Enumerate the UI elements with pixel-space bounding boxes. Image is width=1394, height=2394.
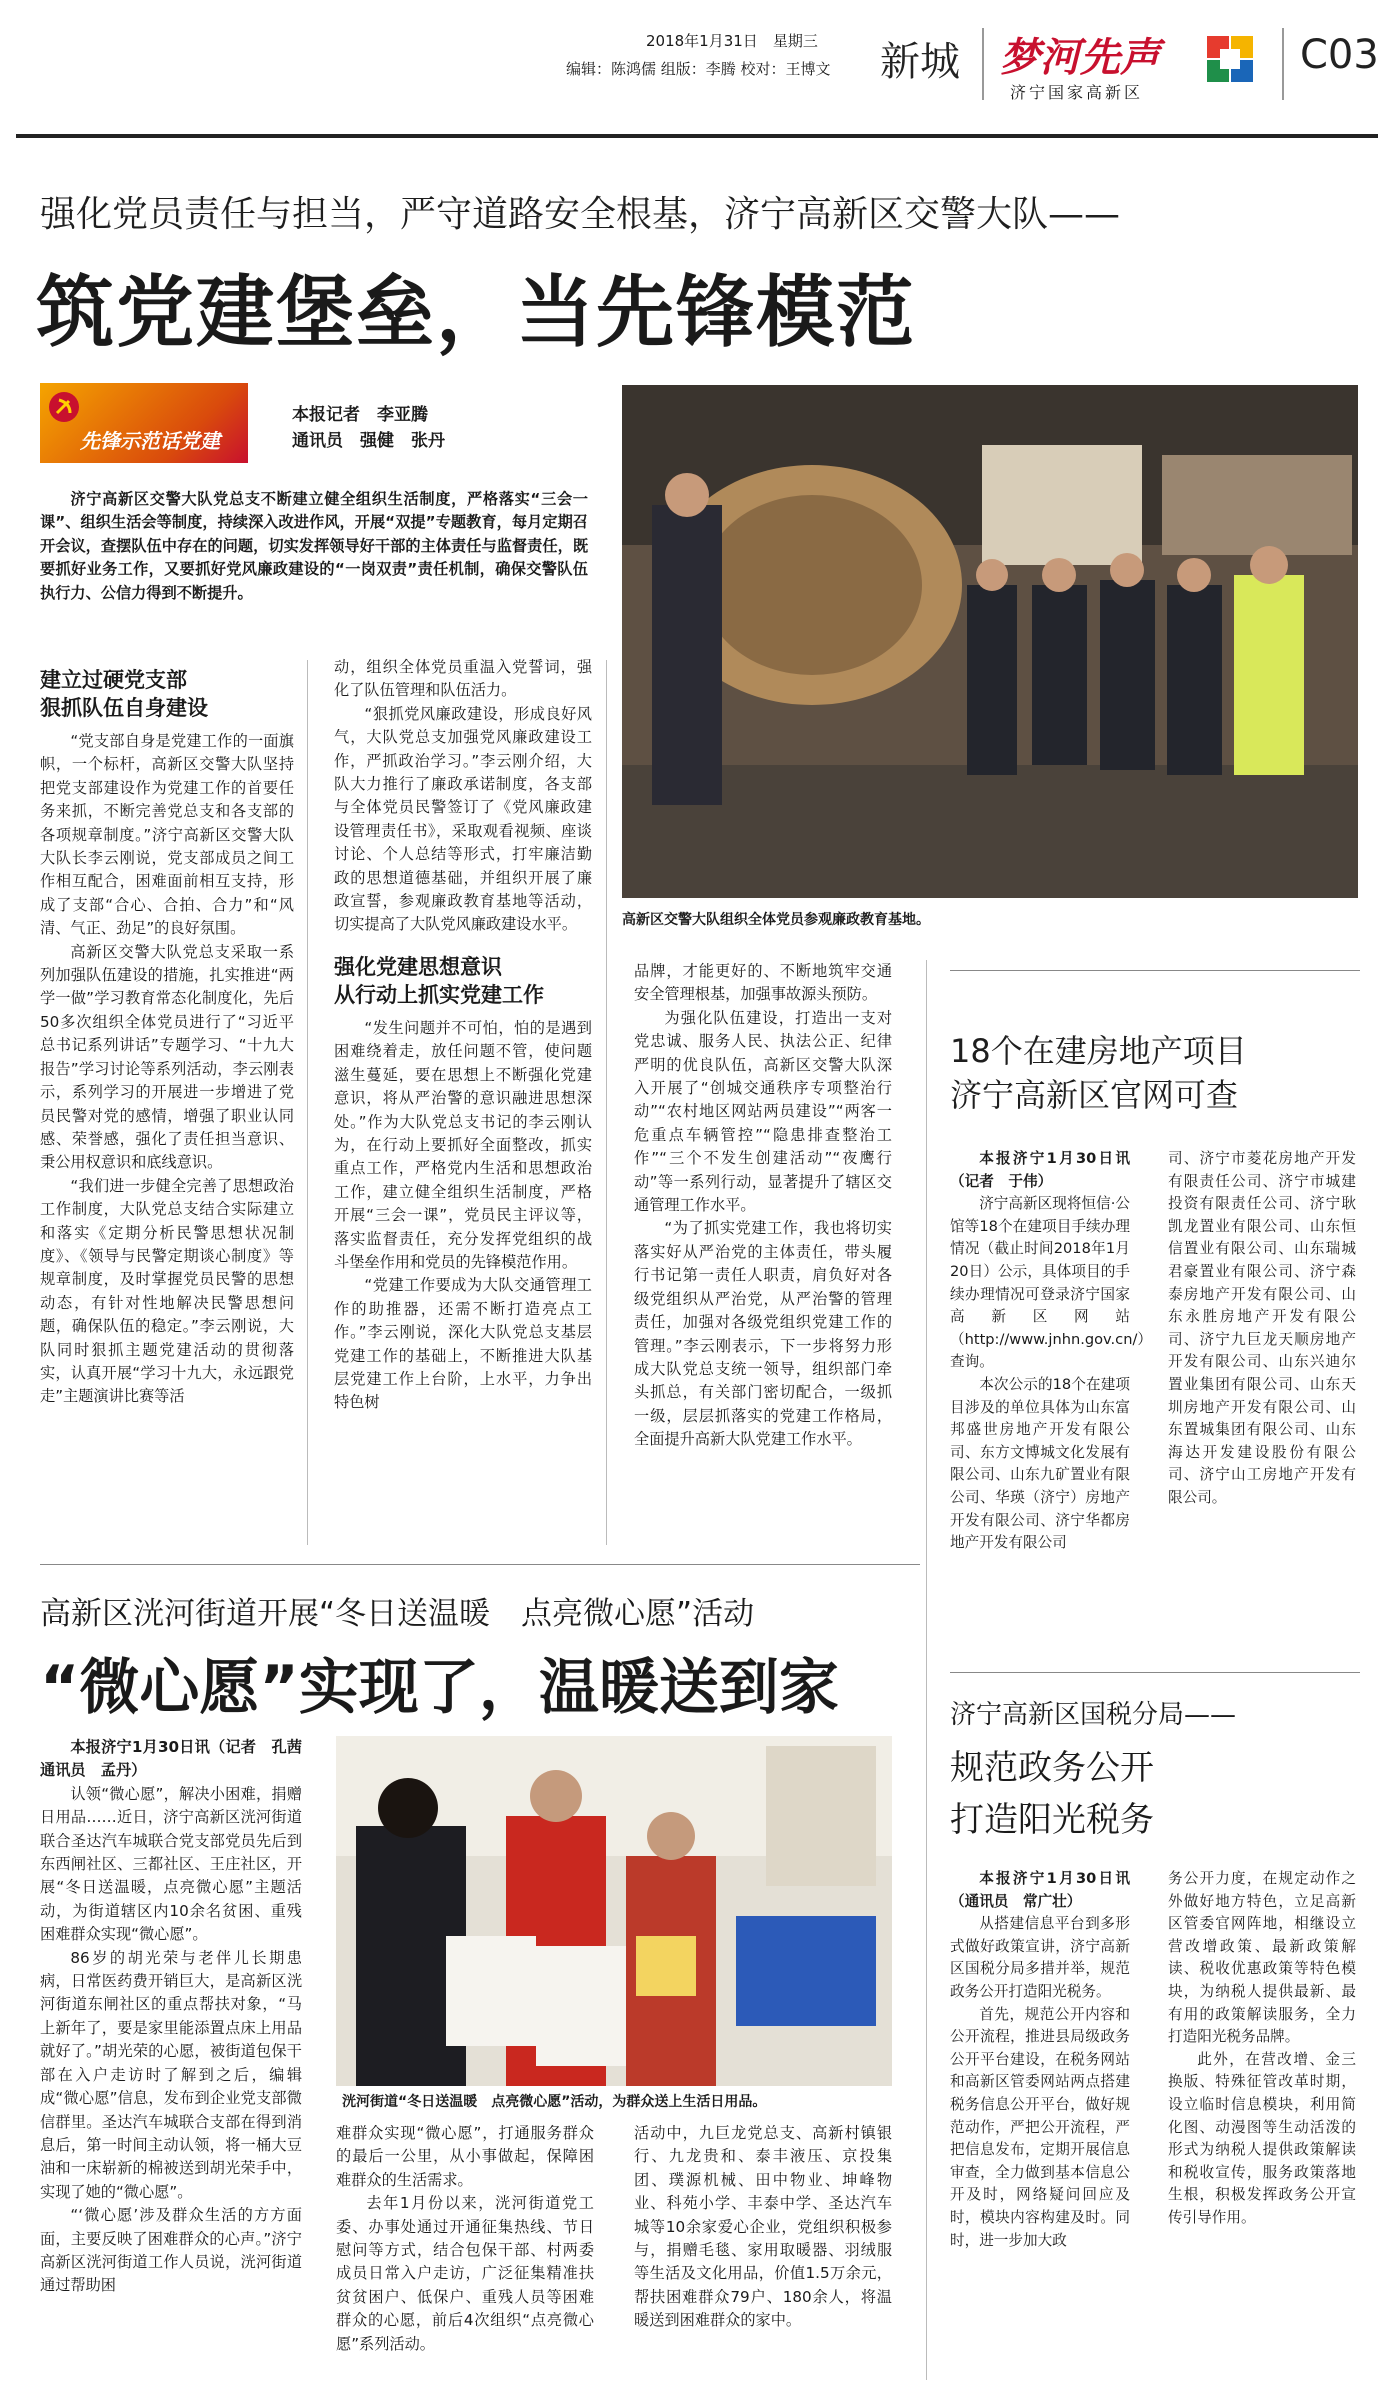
masthead-divider-2 [1282, 28, 1284, 100]
story3-headline-2: 打造阳光税务 [950, 1800, 1154, 1840]
story1-byline-2: 通讯员 强健 张丹 [292, 431, 445, 451]
story2-headline-1: 18个在建房地产项目 [950, 1032, 1247, 1070]
story1-photo-caption: 高新区交警大队组织全体党员参观廉政教育基地。 [622, 912, 930, 928]
story4-kicker: 高新区洸河街道开展“冬日送温暖 点亮微心愿”活动 [40, 1596, 755, 1632]
story1-lead: 济宁高新区交警大队党总支不断建立健全组织生活制度，严格落实“三会一课”、组织生活会等制度，持续深入改进作风，开展“双提”专题教育，每月定期召开会议，查摆队伍中存在的问题，切实发挥领导好干部的主体责任与监督责任，既要抓好业务工作，又要抓好党风廉政建设的“一岗双责”责任机制，确保交警队伍执行力、公信力得到不断提升。 [40, 490, 588, 602]
story2-headline-2: 济宁高新区官网可查 [950, 1076, 1239, 1114]
story1-column-1: 建立过硬党支部 狠抓队伍自身建设 “党支部自身是党建工作的一面旗帜，一个标杆，高新区交警大队坚持把党支部建设作为党建工作的首要任务来抓，不断完善党总支和各支部的各项规章制度。”济宁高新区交警大队大队长李云刚说，党支部成员之间工作相互配合，困难面前相互支持，形成了支部“合心、合拍、合力”和“风清、气正、劲足”的良好氛围。 高新区交警大队党总支采取一系列加强队伍建设的措施，扎实推进“两学一做”学习教育常态化制度化，先后50多次组织全体党员进行了“习近平总书记系列讲话”专题学习、“十九大报告”学习讨论等系列活动，李云刚表示，系列学习的开展进一步增进了党员民警对党的感情，增强了职业认同感、荣誉感，强化了责任担当意识、秉公用权意识和底线意识。 “我们进一步健全完善了思想政治工作制度，大队党总支结合实际建立和落实《定期分析民警思想状况制度》、《领导与民警定期谈心制度》等规章制度，及时掌握党员民警的思想动态，有针对性地解决民警思想问题，确保队伍的稳定。”李云刚说，大队同时狠抓主题党建活动的贯彻落实，认真开展“学习十九大，永远跟党走”主题演讲比赛等活 [40, 668, 294, 1406]
story3-column-2: 务公开力度，在规定动作之外做好地方特色，立足高新区管委官网阵地，相继设立营改增政策、最新政策解读、税收优惠政策等特色模块，为纳税人提供最新、最有用的政策解读服务，全力打造阳光税务品牌。 此外，在营改增、金三换版、特殊征管改革时期，设立临时信息模块，利用简化图、动漫图等生动活泼的形式为纳税人提供政策解读和税收宣传，服务政策落地生根，积极发挥政务公开宣传引导作用。 [1168, 1870, 1356, 2226]
story1-subhead-1: 建立过硬党支部 狠抓队伍自身建设 [40, 668, 208, 720]
story2-column-1: 本报济宁1月30日讯（记者 于伟） 济宁高新区现将恒信·公馆等18个在建项目手续办理情况（截止时间2018年1月20日）公示，具体项目的手续办理情况可登录济宁国家高新区网站（http://www.jnhn.gov.cn/）查询。 本次公示的18个在建项目涉及的单位具体为山东富邦盛世房地产开发有限公司、东方文博城文化发展有限公司、山东九矿置业有限公司、华瑛（济宁）房地产开发有限公司、济宁华都房地产开发有限公司 [950, 1150, 1152, 1552]
story1-headline: 筑党建堡垒，当先锋模范 [36, 268, 917, 358]
masthead-rule [16, 134, 1378, 138]
party-emblem-icon [48, 391, 80, 423]
paper-logo-text: 梦河先声 [1000, 34, 1160, 81]
story1-photo [622, 385, 1358, 898]
story4-top-rule [40, 1564, 920, 1565]
story1-byline-1: 本报记者 李亚腾 [292, 405, 428, 425]
story2-column-2: 司、济宁市菱花房地产开发有限责任公司、济宁市城建投资有限责任公司、济宁耿凯龙置业有限公司、山东恒信置业有限公司、山东瑞城君豪置业有限公司、济宁森泰房地产开发有限公司、山东永胜房地产开发有限公司、济宁九巨龙天顺房地产开发有限公司、山东兴迪尔置业集团有限公司、山东天圳房地产开发有限公司、山东置城集团有限公司、山东海达开发建设股份有限公司、济宁山工房地产开发有限公司。 [1168, 1150, 1356, 1506]
story4-headline: “微心愿”实现了，温暖送到家 [40, 1653, 839, 1723]
story1-badge [40, 383, 248, 463]
story2-top-rule [950, 970, 1360, 971]
paper-emblem-icon [1205, 34, 1255, 84]
section-name: 新城 [880, 39, 960, 85]
column-divider [606, 660, 607, 1545]
masthead [0, 0, 1394, 132]
story4-column-1: 本报济宁1月30日讯（记者 孔茜 通讯员 孟丹） 认领“微心愿”，解决小困难，捐赠日用品……近日，济宁高新区洸河街道联合圣达汽车城联合党支部党员先后到东西闸社区、三都社区、王庄社区，开展“冬日送温暖，点亮微心愿”主题活动，为街道辖区内10余名贫困、重残困难群众实现“微心愿”。 86岁的胡光荣与老伴儿长期患病，日常医药费开销巨大，是高新区洸河街道东闸社区的重点帮扶对象，“马上新年了，要是家里能添置点床上用品就好了。”胡光荣的心愿，被街道包保干部在入户走访时了解到之后，编辑成“微心愿”信息，发布到企业党支部微信群里。圣达汽车城联合支部在得到消息后，第一时间主动认领，将一桶大豆油和一床崭新的棉被送到胡光荣手中，实现了她的“微心愿”。 “‘微心愿’涉及群众生活的方方面面，主要反映了困难群众的心声。”济宁高新区洸河街道工作人员说，洸河街道通过帮助困 [40, 1738, 318, 2295]
story3-column-1: 本报济宁1月30日讯（通讯员 常广壮） 从搭建信息平台到多形式做好政策宣讲，济宁高新区国税分局多措并举，规范政务公开打造阳光税务。 首先，规范公开内容和公开流程，推进县局级政务公开平台建设，在税务网站和高新区管委网站两点搭建税务信息公开平台，做好规范动作，严把公开流程，严把信息发布，定期开展信息审查，全力做到基本信息公开及时，网络疑问回应及时，模块内容构建及时。同时，进一步加大政 [950, 1870, 1130, 2249]
masthead-editors: 编辑：陈鸿儒 组版：李腾 校对：王博文 [566, 60, 831, 78]
story4-photo [336, 1736, 892, 2086]
vertical-section-divider [926, 960, 927, 2380]
masthead-divider [982, 28, 984, 100]
badge-text: 先锋示范话党建 [80, 429, 220, 453]
page-number: C03 [1300, 32, 1379, 78]
story1-subhead-2: 强化党建思想意识 从行动上抓实党建工作 [334, 954, 544, 1007]
story4-column-3: 活动中，九巨龙党总支、高新村镇银行、九龙贵和、泰丰液压、京投集团、璞源机械、田中物业、坤峰物业、科苑小学、丰泰中学、圣达汽车城等10余家爱心企业，党组织积极参与，捐赠毛毯、家用取暖器、羽绒服等生活及文化用品，价值1.5万余元，帮扶困难群众79户、180余人，将温暖送到困难群众的家中。 [634, 2124, 892, 2330]
story1-kicker: 强化党员责任与担当，严守道路安全根基，济宁高新区交警大队—— [40, 194, 1121, 235]
story4-photo-caption: 洸河街道“冬日送温暖 点亮微心愿”活动，为群众送上生活日用品。 [342, 2094, 767, 2110]
story4-column-2: 难群众实现“微心愿”，打通服务群众的最后一公里，从小事做起，保障困难群众的生活需求。 去年1月份以来，洸河街道党工委、办事处通过开通征集热线、节日慰问等方式，结合包保干部、村两委成员日常入户走访，广泛征集精准扶贫贫困户、低保户、重残人员等困难群众的心愿，前后4次组织“点亮微心愿”系列活动。 [336, 2124, 594, 2353]
masthead-date: 2018年1月31日 星期三 [646, 32, 818, 50]
story1-column-3: 品牌，才能更好的、不断地筑牢交通安全管理根基，加强事故源头预防。 为强化队伍建设，打造出一支对党忠诚、服务人民、执法公正、纪律严明的优良队伍，高新区交警大队深入开展了“创城交通秩序专项整治行动”“农村地区网站两员建设”“两客一危重点车辆管控”“隐患排查整治工作”“三个不发生创建活动”“夜鹰行动”等一系列行动，显著提升了辖区交通管理工作水平。 “为了抓实党建工作，我也将切实落实好从严治党的主体责任，带头履行书记第一责任人职责，肩负好对各级党组织从严治党，从严治警的管理责任，加强对各级党组织党建工作的管理。”李云刚表示，下一步将努力形成大队党总支统一领导，组织部门牵头抓总，有关部门密切配合，一级抓一级，层层抓落实的党建工作格局，全面提升高新大队党建工作水平。 [634, 962, 892, 1449]
story3-headline-1: 规范政务公开 [950, 1748, 1154, 1788]
story1-column-2: 动，组织全体党员重温入党誓词，强化了队伍管理和队伍活力。 “狠抓党风廉政建设，形成良好风气，大队党总支加强党风廉政建设工作，严抓政治学习。”李云刚介绍，大队大力推行了廉政承诺制度，各支部与全体党员民警签订了《党风廉政建设管理责任书》，采取观看视频、座谈讨论、个人总结等形式，打牢廉洁勤政的思想道德基础，并组织开展了廉政宣誓，参观廉政教育基地等活动，切实提高了大队党风廉政建设水平。 强化党建思想意识 从行动上抓实党建工作 “发生问题并不可怕，怕的是遇到困难绕着走，放任问题不管，使问题滋生蔓延，要在思想上不断强化党建意识，将从严治警的意识融进思想深处。”作为大队党总支书记的李云刚认为，在行动上要抓好全面整改，抓实重点工作，严格党内生活和思想政治工作，建立健全组织生活制度，严格开展“三会一课”，党员民主评议等，落实监督责任，充分发挥党组织的战斗堡垒作用和党员的先锋模范作用。 “党建工作要成为大队交通管理工作的助推器，还需不断打造亮点工作。”李云刚说，深化大队党总支基层党建工作的基础上，不断推进大队基层党建工作上台阶，上水平，力争出特色树 [334, 658, 592, 1412]
story3-top-rule [950, 1672, 1360, 1673]
story3-kicker: 济宁高新区国税分局—— [950, 1700, 1237, 1730]
column-divider [307, 660, 308, 1545]
paper-subtitle: 济宁国家高新区 [1010, 83, 1144, 102]
